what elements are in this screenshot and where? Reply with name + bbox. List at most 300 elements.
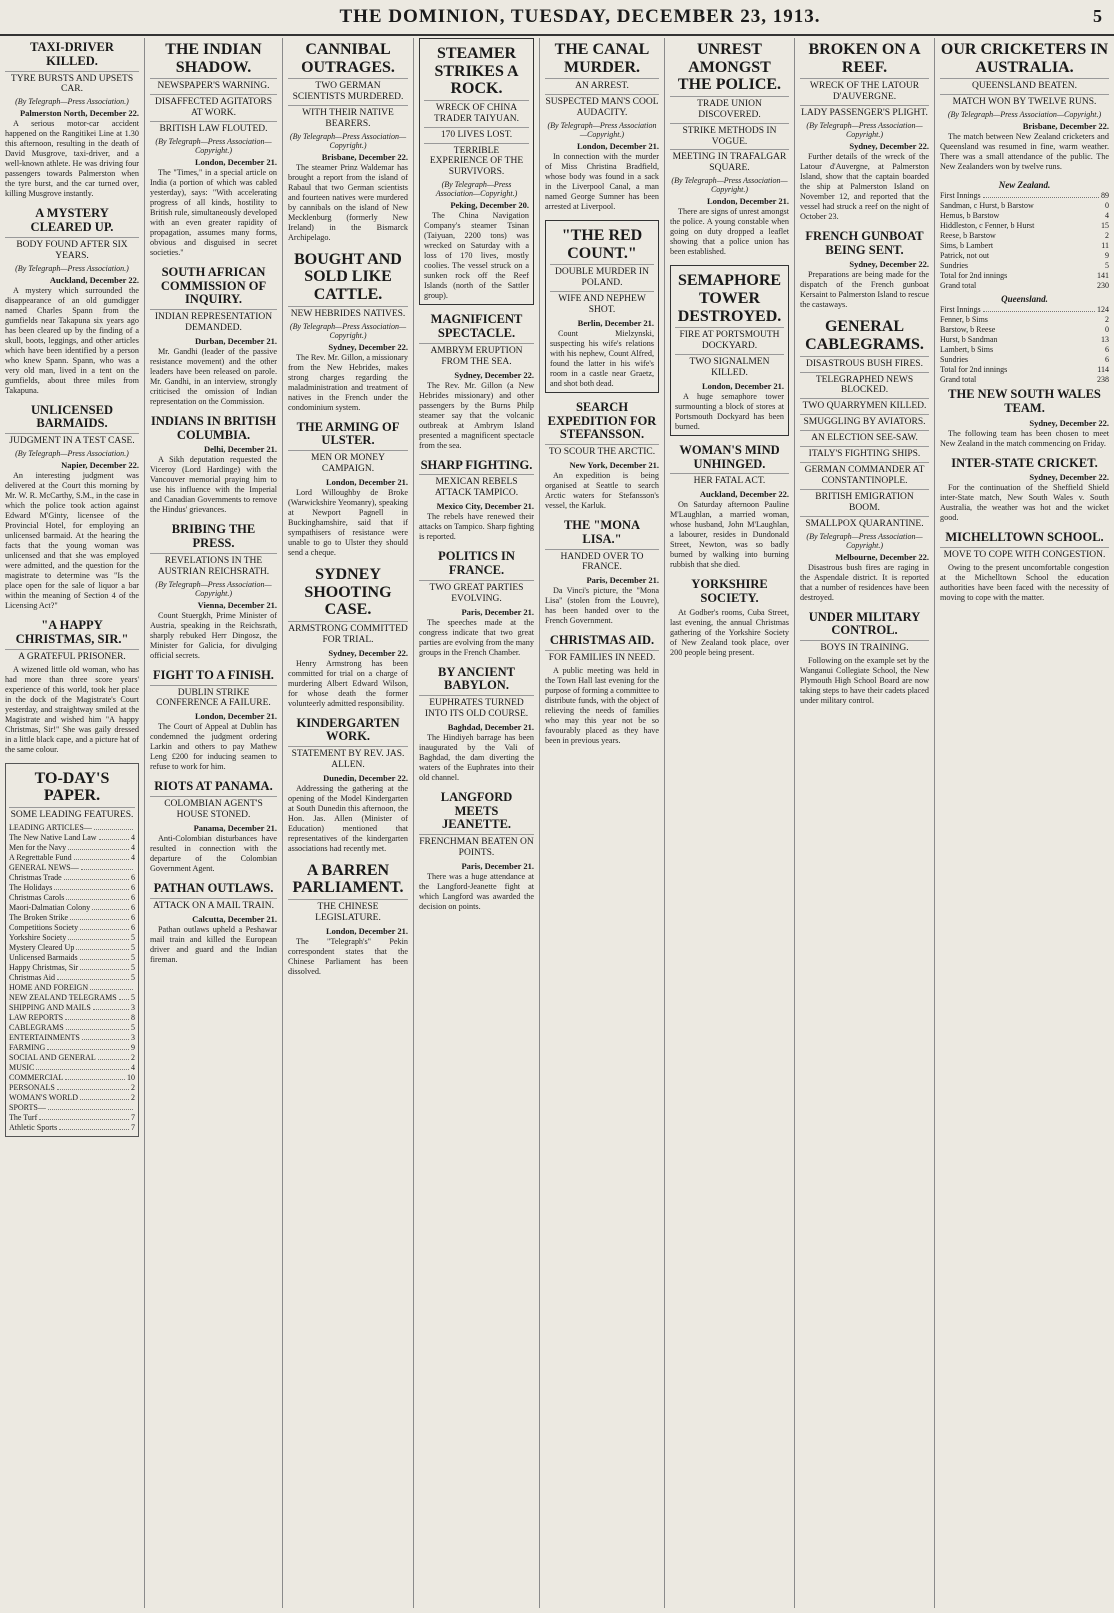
article [419,550,534,657]
article-dateline: Paris, December 21. [461,606,534,617]
article-body: The "Times," in a special article on India (a portion of which was cabled yesterday), says: "With accelerating progress of all kinds, hostility to British rule, simultaneously developed with an even greater rapidity of propagation, assumes many forms, obvious and disguised in secret societies." [150,167,277,257]
article-body: The "Telegraph's" Pekin correspondent states that the Chinese Parliament has been dissolved. [288,936,408,976]
article [288,566,408,709]
index-leader [57,973,129,980]
article [419,666,534,783]
article [800,41,929,222]
index-leader [66,893,129,900]
column-4 [414,38,540,1608]
index-item [9,883,135,893]
article-body: The Rev. Mr. Gillon (a New Hebrides missionary) and other passengers by the Burns Philp steamer say that the volcanic outbreak at Ambrym Island presented a magnificent spectacle from the sea. [419,380,534,450]
article-headline: MAGNIFICENT SPECTACLE. [430,312,523,341]
index-leader [82,1033,129,1040]
innings-leader [983,191,1099,198]
index-item-label: PERSONALS [9,1082,55,1092]
index-item [9,993,135,1003]
article-headline: A MYSTERY CLEARED UP. [30,206,114,235]
index-deck: SOME LEADING FEATURES. [9,807,135,821]
article-headline: POLITICS IN FRANCE. [438,549,515,577]
article-dateline: Palmerston North, December 22. [19,108,139,119]
index-item-label: Men for the Navy [9,842,67,852]
article-deck: NEW HEBRIDES NATIVES. [288,306,408,320]
article-deck: DISASTROUS BUSH FIRES. [800,356,929,370]
article [150,523,277,660]
article [545,220,659,393]
scorecard-row [940,375,1109,385]
batsman-runs: 15 [1101,221,1109,231]
article [288,717,408,854]
article-dateline: Delhi, December 21. [203,444,277,455]
index-item [9,1103,135,1113]
article-body: A huge semaphore tower surmounting a block of stores at Portsmouth Dockyard has been burned. [675,391,784,431]
scorecard-row [940,345,1109,355]
article-credit: (By Telegraph—Press Association—Copyright.) [155,579,272,598]
scorecard-team: New Zealand. [998,180,1051,191]
article-credit: (By Telegraph—Press Association—Copyright.) [947,110,1102,120]
index-leader [80,1093,129,1100]
article-body: Disastrous bush fires are raging in the Aspendale district. It is reported that a number of residences have been destroyed. [800,562,929,602]
article-credit: (By Telegraph—Press Association.) [15,263,129,273]
index-item-page: 5 [131,942,135,952]
article-deck: BODY FOUND AFTER SIX YEARS. [5,237,139,262]
index-leader [68,933,129,940]
index-item-page: 2 [131,1092,135,1102]
index-item [9,1043,135,1053]
article-dateline: London, December 21. [325,476,408,487]
index-leader [92,903,129,910]
index-item-page: 9 [131,1042,135,1052]
scorecard-row [940,335,1109,345]
article [288,251,408,413]
index-item-page: 5 [131,952,135,962]
index-leader [80,923,129,930]
article-deck: HER FATAL ACT. [670,473,789,487]
batsman-name: Grand total [940,281,977,291]
innings-leader [983,305,1095,312]
column-2 [145,38,283,1608]
batsman-runs: 5 [1105,261,1109,271]
scorecard-table [940,201,1109,291]
article-body: The following team has been chosen to meet New Zealand in the match commencing on Friday. [940,428,1109,448]
batsman-runs: 13 [1101,335,1109,345]
article-deck: ITALY'S FIGHTING SHIPS. [800,446,929,460]
article-headline: INDIANS IN BRITISH COLUMBIA. [150,413,277,442]
article [419,313,534,450]
article-headline: LANGFORD MEETS JEANETTE. [440,789,513,832]
article-deck: SMUGGLING BY AVIATORS. [800,414,929,428]
article-credit: (By Telegraph—Press Association.) [15,97,129,107]
article-headline: "THE RED COUNT." [561,226,643,262]
article-deck: FIRE AT PORTSMOUTH DOCKYARD. [675,327,784,352]
index-item-page: 2 [131,1082,135,1092]
index-item [9,1063,135,1073]
scorecard-row [940,221,1109,231]
index-item-page: 7 [131,1112,135,1122]
article-dateline: Napier, December 22. [61,460,139,471]
batsman-name: Grand total [940,375,977,385]
article-deck: TWO QUARRYMEN KILLED. [800,398,929,412]
article-headline: THE ARMING OF ULSTER. [296,419,400,448]
article-body: There are signs of unrest amongst the police. A young constable when going on duty dropped a leaflet showing that a police union has been established. [670,207,789,257]
index-item-label: Christmas Carols [9,892,65,902]
batsman-runs: 238 [1097,375,1109,385]
article-deck: MATCH WON BY TWELVE RUNS. [940,94,1109,108]
article-deck: TO SCOUR THE ARCTIC. [545,444,659,458]
article [940,457,1109,524]
index-item-page: 5 [131,992,135,1002]
article-body: The steamer Prinz Waldemar has brought a report from the island of Rabaul that two German scientists and fourteen natives were murdered by cannibals on the island of New Mecklenburg (formerly New Ireland) in the Bismarck Archipelago. [288,162,408,242]
batsman-name: Sandman, c Hurst, b Barstow [940,201,1034,211]
article-deck: TELEGRAPHED NEWS BLOCKED. [800,372,929,397]
article-deck: DUBLIN STRIKE CONFERENCE A FAILURE. [150,685,277,710]
article-body: Following on the example set by the Wanganui Collegiate School, the New Plymouth High School Board are now taking steps to have their cadets placed under military control. [800,656,929,706]
article [670,41,789,257]
article-dateline: Sydney, December 22. [849,140,929,151]
index-item-page: 6 [131,902,135,912]
article-dateline: Brisbane, December 22. [321,151,408,162]
batsman-name: Total for 2nd innings [940,271,1008,281]
column-6 [665,38,795,1608]
article-dateline: New York, December 21. [569,460,659,470]
article-headline: THE "MONA LISA." [563,518,641,546]
article-body: Anti-Colombian disturbances have resulted in connection with the departure of the Colombian Government Agent. [150,834,277,873]
index-item [9,1003,135,1013]
index-item-label: The New Native Land Law [9,832,97,842]
index-item [9,893,135,903]
batsman-runs: 2 [1105,315,1109,325]
index-item [9,1053,135,1063]
article-body: At Godber's rooms, Cuba Street, last evening, the annual Christmas gathering of the Yorkshire Society of New Zealand took place, over 200 people being present. [670,607,789,657]
article [545,519,659,626]
article-dateline: London, December 21. [325,925,408,936]
index-item-label: The Holidays [9,882,53,892]
scorecard-row [940,241,1109,251]
article-body: Preparations are being made for the dispatch of the French gunboat Kersaint to Palmerston Island to rescue the castaways. [800,270,929,310]
article-deck: SUSPECTED MAN'S COOL AUDACITY. [545,94,659,119]
batsman-runs: 0 [1105,201,1109,211]
article-headline: SHARP FIGHTING. [420,457,533,472]
article-headline: YORKSHIRE SOCIETY. [691,577,768,605]
index-item-label: Christmas Aid [9,972,56,982]
article [800,318,929,602]
batsman-runs: 6 [1105,355,1109,365]
article-body: The speeches made at the congress indicate that two great parties are evolving from the many groups in the French Chamber. [419,617,534,657]
article-headline: A BARREN PARLIAMENT. [292,861,404,897]
article-deck: BOYS IN TRAINING. [800,640,929,654]
article-body: Henry Armstrong has been committed for trial on a charge of murdering Albert Edward Wilson, for whose death the former volunteerly admitted responsibility. [288,658,408,708]
article-deck: MEXICAN REBELS ATTACK TAMPICO. [419,474,534,499]
article-headline: FIGHT TO A FINISH. [153,667,274,682]
index-item-page: 5 [131,972,135,982]
article-deck: TWO SIGNALMEN KILLED. [675,354,784,379]
index-item-label: WOMAN'S WORLD [9,1092,79,1102]
index-item-page: 3 [131,1032,135,1042]
index-leader [80,953,129,960]
index-item-label: A Regrettable Fund [9,852,72,862]
article-deck: HANDED OVER TO FRANCE. [545,549,659,574]
index-item [9,953,135,963]
index-leader [80,963,129,970]
article-deck: STRIKE METHODS IN VOGUE. [670,123,789,148]
scorecard-row [940,261,1109,271]
article-headline: BY ANCIENT BABYLON. [438,664,515,693]
article-dateline: London, December 21. [706,196,789,207]
scorecard-innings [940,191,1109,201]
article-dateline: Melbourne, December 22. [835,551,929,562]
index-item-label: The Broken Strike [9,912,69,922]
article [940,531,1109,603]
batsman-name: Patrick, not out [940,251,990,261]
article-headline: SEARCH EXPEDITION FOR STEFANSSON. [547,399,657,442]
article-body: The match between New Zealand cricketers and Queensland was resumed in fine, warm weather. There was a small attendance of the public. The New Zealanders won by twelve runs. [940,132,1109,172]
index-item [9,833,135,843]
batsman-runs: 4 [1105,211,1109,221]
article-headline: FRENCH GUNBOAT BEING SENT. [805,228,924,257]
article-deck: TWO GERMAN SCIENTISTS MURDERED. [288,78,408,103]
index-item-label: NEW ZEALAND TELEGRAMS [9,992,117,1002]
batsman-name: Hurst, b Sandman [940,335,998,345]
index-item [9,1073,135,1083]
scorecard-row [940,281,1109,291]
article-body: Addressing the gathering at the opening of the Model Kindergarten at South Dunedin this afternoon, the Hon. Jas. Allen (Minister of Education) mentioned that representatives of the kindergarten associations had recently met. [288,783,408,853]
article-body: Lord Willoughby de Broke (Warwickshire Yeomanry), speaking at Newport Pagnell in Buckinghamshire, said that if sympathisers of resistance were unable to go to Ulster they should send a cheque. [288,487,408,557]
index-item [9,1013,135,1023]
index-item-page: 4 [131,852,135,862]
index-item [9,853,135,863]
batsman-runs: 2 [1105,231,1109,241]
article-dateline: Sydney, December 22. [849,259,929,270]
article-dateline: Sydney, December 22. [328,647,408,658]
article-dateline: London, December 21. [576,140,659,151]
index-item-label: LAW REPORTS [9,1012,64,1022]
article-deck: BRITISH EMIGRATION BOOM. [800,489,929,514]
article-body: An expedition is being organised at Seattle to search Arctic waters for Stefansson's vessel, the Karluk. [545,471,659,510]
article-body: A Sikh deputation requested the Viceroy (Lord Hardinge) with the Vancouver memorial praying him to use his influence with the Imperial and Canadian Governments to remove the Hindus' grievances. [150,455,277,515]
article-body: There was a huge attendance at the Langford-Jeanette fight at which Langford was awarded the decision on points. [419,872,534,912]
scorecard-row [940,271,1109,281]
article [5,41,139,199]
batsman-name: Reese, b Barstow [940,231,996,241]
scorecard-row [940,201,1109,211]
article [940,388,1109,449]
article-headline: OUR CRICKETERS IN AUSTRALIA. [940,41,1109,76]
index-leader [54,883,129,890]
article [150,780,277,874]
article-deck: REVELATIONS IN THE AUSTRIAN REICHSRATH. [150,553,277,578]
article-deck: JUDGMENT IN A TEST CASE. [5,433,139,447]
article-dateline: Sydney, December 22. [328,341,408,352]
article-deck: FOR FAMILIES IN NEED. [545,650,659,664]
article [150,41,277,258]
index-item [9,983,135,993]
article-body: A wizened little old woman, who has had more than three score years' experience of this world, took her place in the dock of the Magistrate's Court yesterday, and straightway smiled at the Magistrate and wished him "A happy Christmas, Sir!" She was gaily dressed in a little black cape, and a picture hat of the same colour. [5,664,139,754]
index-leader [66,1023,129,1030]
index-item-label: CABLEGRAMS [9,1022,64,1032]
article-body: The Rev. Mr. Gillon, a missionary from the New Hebrides, makes strong charges regarding the maladministration and treatment of natives in the French under the condominium system. [288,352,408,412]
article-dateline: Paris, December 21. [461,861,534,872]
index-item-label: SHIPPING AND MAILS [9,1002,91,1012]
article-body: The Court of Appeal at Dublin has condemned the judgment ordering Larkin and others to pay Mathew Leng £200 for inducing seamen to refuse to work for him. [150,722,277,772]
article [670,444,789,570]
article-body: An interesting judgment was delivered at the Court this morning by Mr. W. R. McCarthy, S.M., in the case in which the police took action against Edward M'Ginty, licensee of the Provincial Hotel, for employing an unlicensed barmaid. At the hearing the facts that the young woman was unlicensed and that she was employed were admitted, and the question for the magistrate to determine was "Is the place open for the sale of liquor a bar within the meaning of Section 4 of the Licensing Act?" [5,471,139,611]
batsman-name: Fenner, b Sims [940,315,988,325]
batsman-name: Sundries [940,261,968,271]
index-item-label: SPORTS— [9,1102,46,1112]
index-item [9,1033,135,1043]
article-dateline: Auckland, December 22. [49,274,139,285]
article-deck: LADY PASSENGER'S PLIGHT. [800,105,929,119]
article [419,791,534,912]
index-item-label: FARMING [9,1042,46,1052]
batsman-runs: 6 [1105,345,1109,355]
index-item [9,943,135,953]
index-leader [36,1063,129,1070]
article [288,862,408,977]
index-item-page: 6 [131,892,135,902]
article-deck: SMALLPOX QUARANTINE. [800,516,929,530]
article-deck: TRADE UNION DISCOVERED. [670,96,789,121]
article-dateline: Panama, December 21. [193,823,277,833]
index-leader [74,853,129,860]
batsman-runs: 11 [1101,241,1109,251]
index-item [9,1093,135,1103]
column-7 [795,38,935,1608]
article [940,41,1109,172]
article-credit: (By Telegraph—Press Association—Copyright.) [289,321,407,340]
article-deck: GERMAN COMMANDER AT CONSTANTINOPLE. [800,462,929,487]
index-item-label: HOME AND FOREIGN [9,982,89,992]
todays-paper-index [5,763,139,1137]
article-headline: SYDNEY SHOOTING CASE. [304,565,392,619]
article-dateline: Brisbane, December 22. [1022,121,1109,132]
article-deck: AMBRYM ERUPTION FROM THE SEA. [419,343,534,368]
article-headline: TAXI-DRIVER KILLED. [30,40,114,68]
index-item-page: 6 [131,922,135,932]
article-deck: DOUBLE MURDER IN POLAND. [550,264,654,289]
article-dateline: London, December 21. [701,380,784,391]
article [150,882,277,965]
article-dateline: Calcutta, December 21. [192,913,277,924]
index-leader [59,1123,129,1130]
index-item-label: Yorkshire Society [9,932,67,942]
batsman-runs: 230 [1097,281,1109,291]
article-headline: PATHAN OUTLAWS. [153,881,274,895]
article-credit: (By Telegraph—Press Association—Copyright.) [547,120,657,139]
index-item-label: MUSIC [9,1062,35,1072]
article-body: A serious motor-car accident happened on the Rangitikei Line at 1.30 this afternoon, resulting in the death of David Musgrove, taxi-driver, and a well-known athlete. He was driving four passengers towards Palmerston when the tyre burst, and the car turned over, killing Musgrove instantly. [5,119,139,199]
index-item-page: 3 [131,1002,135,1012]
index-item [9,933,135,943]
article-body: The rebels have renewed their attacks on Tampico. Sharp fighting is reported. [419,512,534,542]
index-leader [90,983,133,990]
article-body: Mr. Gandhi (leader of the passive resistance movement) and the other leaders have been released on parole. Mr. Gandhi, in an interview, strongly criticised the omission of Indian representation on the Commission. [150,346,277,406]
index-item-page: 10 [127,1072,135,1082]
index-item-label: LEADING ARTICLES— [9,822,92,832]
index-leader [81,863,133,870]
index-item-label: GENERAL NEWS— [9,862,79,872]
index-item [9,1123,135,1133]
index-item [9,823,135,833]
scorecard-innings [940,305,1109,315]
article-headline: KINDERGARTEN WORK. [296,715,400,744]
article-headline: MICHELLTOWN SCHOOL. [945,530,1104,545]
index-item-label: Athletic Sports [9,1122,58,1132]
index-item-page: 6 [131,872,135,882]
batsman-runs: 9 [1105,251,1109,261]
index-item-page: 7 [131,1122,135,1132]
article-headline: CANNIBAL OUTRAGES. [301,41,395,76]
article-dateline: Sydney, December 22. [1029,472,1109,483]
article-deck: FRENCHMAN BEATEN ON POINTS. [419,834,534,859]
scorecard-row [940,211,1109,221]
article [545,634,659,746]
index-item-page: 2 [131,1052,135,1062]
page-number: 5 [1093,6,1102,26]
article-deck: AN ELECTION SEE-SAW. [800,430,929,444]
article-headline: STEAMER STRIKES A ROCK. [434,45,519,98]
article-deck: TERRIBLE EXPERIENCE OF THE SURVIVORS. [424,143,529,179]
article-body: In connection with the murder of Miss Christina Bradfield, whose body was found in a sack in the Liverpool Canal, a man named George Sumner has been arrested at Liverpool. [545,151,659,211]
index-item-label: Christmas Trade [9,872,62,882]
article-deck: EUPHRATES TURNED INTO ITS OLD COURSE. [419,695,534,720]
article-dateline: Peking, December 20. [450,200,529,211]
batsman-name: Hiddleston, c Fenner, b Hurst [940,221,1035,231]
scorecard-row [940,365,1109,375]
index-item [9,903,135,913]
index-item-page: 4 [131,832,135,842]
index-leader [65,1073,125,1080]
index-item-label: ENTERTAINMENTS [9,1032,80,1042]
index-item [9,963,135,973]
index-leader [94,823,133,830]
article-headline: CHRISTMAS AID. [549,633,655,648]
index-leader [70,913,129,920]
article [5,619,139,754]
article-body: The Hindiyeh barrage has been inaugurated by the Vali of Baghdad, the dam diverting the waters of the Euphrates into their old channel. [419,732,534,782]
article-deck: TYRE BURSTS AND UPSETS CAR. [5,71,139,96]
article-headline: UNREST AMONGST THE POLICE. [677,41,782,94]
article-deck: A GRATEFUL PRISONER. [5,649,139,663]
batsman-name: Barstow, b Reese [940,325,996,335]
index-item-label: SOCIAL AND GENERAL [9,1052,96,1062]
article-headline: SOUTH AFRICAN COMMISSION OF INQUIRY. [160,264,267,307]
index-leader [76,943,129,950]
masthead [0,0,1114,36]
index-item [9,843,135,853]
article-dateline: Sydney, December 22. [1029,417,1109,428]
article-headline: UNDER MILITARY CONTROL. [808,609,921,638]
article [800,230,929,311]
index-item-page: 6 [131,912,135,922]
news-columns [0,38,1114,1608]
batsman-runs: 0 [1105,325,1109,335]
article-dateline: Vienna, December 21. [197,599,277,610]
article-deck: ARMSTRONG COMMITTED FOR TRIAL. [288,621,408,646]
index-item [9,1113,135,1123]
index-item-label: Mystery Cleared Up [9,942,75,952]
scorecard-table [940,315,1109,385]
index-item-page: 4 [131,1062,135,1072]
scorecard-row [940,315,1109,325]
index-leader [64,873,129,880]
index-item [9,1083,135,1093]
innings-total: 89 [1101,191,1109,201]
article-credit: (By Telegraph—Press Association—Copyright.) [289,131,407,150]
article-dateline: Mexico City, December 21. [436,501,534,512]
article-deck: AN ARREST. [545,78,659,92]
batsman-name: Sundries [940,355,968,365]
article-headline: BOUGHT AND SOLD LIKE CATTLE. [294,250,402,304]
